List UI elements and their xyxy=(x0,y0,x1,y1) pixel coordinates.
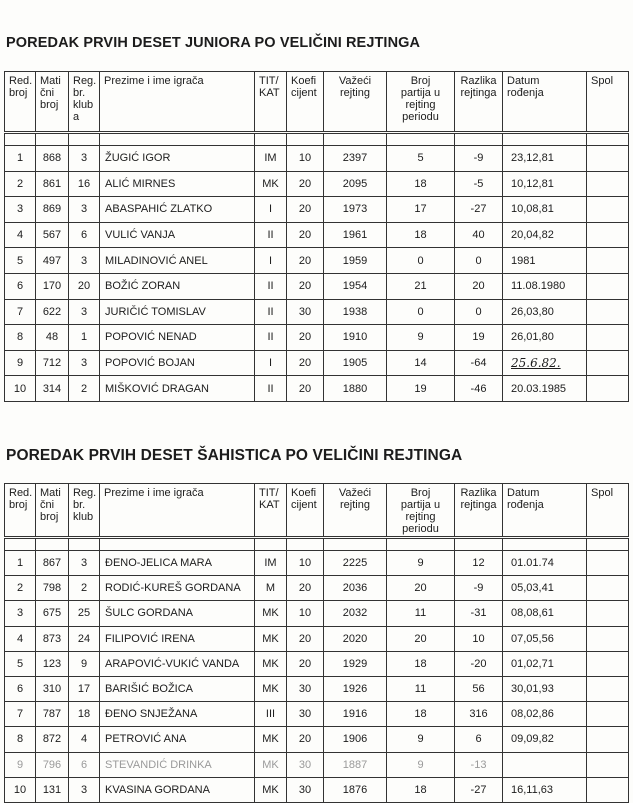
birth-date-cell: 23,12,81 xyxy=(503,146,587,172)
birth-date-cell: 09,09,82 xyxy=(503,727,587,752)
rank-cell: 10 xyxy=(5,376,36,402)
registration-number-cell: 798 xyxy=(36,576,69,601)
gender-cell xyxy=(587,551,629,576)
club-number-cell: 6 xyxy=(69,222,100,248)
games-in-period-cell: 20 xyxy=(387,626,455,651)
birth-date-cell: 08,02,86 xyxy=(503,702,587,727)
header-coefficient: Koefi cijent xyxy=(287,484,324,538)
birth-date-cell: 01.01.74 xyxy=(503,551,587,576)
header-games-in-period: Broj partija u rejting periodu xyxy=(387,72,455,133)
games-in-period-cell: 18 xyxy=(387,171,455,197)
gender-cell xyxy=(587,651,629,676)
birth-date-cell: 10,12,81 xyxy=(503,171,587,197)
header-current-rating: Važeći rejting xyxy=(324,484,387,538)
rank-cell: 7 xyxy=(5,702,36,727)
rating-difference-cell: -13 xyxy=(455,752,503,777)
registration-number-cell: 675 xyxy=(36,601,69,626)
registration-number-cell: 622 xyxy=(36,299,69,325)
rank-cell: 9 xyxy=(5,350,36,376)
coefficient-cell: 20 xyxy=(287,651,324,676)
header-registration-number: Mati čni broj xyxy=(36,484,69,538)
gender-cell xyxy=(587,171,629,197)
player-name-cell: ARAPOVIĆ-VUKIĆ VANDA xyxy=(100,651,255,676)
gender-cell xyxy=(587,777,629,802)
registration-number-cell: 567 xyxy=(36,222,69,248)
games-in-period-cell: 18 xyxy=(387,777,455,802)
table-row xyxy=(5,325,629,351)
club-number-cell: 3 xyxy=(69,350,100,376)
rating-difference-cell: -31 xyxy=(455,601,503,626)
header-rank: Red. broj xyxy=(5,484,36,538)
club-number-cell: 16 xyxy=(69,171,100,197)
player-name-cell: ALIĆ MIRNES xyxy=(100,171,255,197)
current-rating-cell: 1905 xyxy=(324,350,387,376)
gender-cell xyxy=(587,350,629,376)
club-number-cell: 6 xyxy=(69,752,100,777)
player-name-cell: POPOVIĆ NENAD xyxy=(100,325,255,351)
birth-date-cell: 01,02,71 xyxy=(503,651,587,676)
club-number-cell: 2 xyxy=(69,376,100,402)
table-row xyxy=(5,222,629,248)
title-category-cell: MK xyxy=(255,676,287,701)
registration-number-cell: 170 xyxy=(36,273,69,299)
title-category-cell: I xyxy=(255,350,287,376)
rating-difference-cell: 19 xyxy=(455,325,503,351)
gender-cell xyxy=(587,146,629,172)
player-name-cell: MIŠKOVIĆ DRAGAN xyxy=(100,376,255,402)
header-club-number: Reg. br. klub xyxy=(69,484,100,538)
current-rating-cell: 1973 xyxy=(324,197,387,223)
spacer-cell xyxy=(69,133,100,146)
birth-date-cell: 20,04,82 xyxy=(503,222,587,248)
current-rating-cell: 2225 xyxy=(324,551,387,576)
club-number-cell: 18 xyxy=(69,702,100,727)
table-row xyxy=(5,752,629,777)
spacer-cell xyxy=(5,538,36,551)
player-name-cell: ĐENO-JELICA MARA xyxy=(100,551,255,576)
title-category-cell: MK xyxy=(255,777,287,802)
current-rating-cell: 1906 xyxy=(324,727,387,752)
rating-difference-cell: 0 xyxy=(455,248,503,274)
club-number-cell: 3 xyxy=(69,248,100,274)
rank-cell: 8 xyxy=(5,727,36,752)
women-rating-table xyxy=(4,483,629,803)
coefficient-cell: 30 xyxy=(287,777,324,802)
table-row xyxy=(5,651,629,676)
games-in-period-cell: 9 xyxy=(387,325,455,351)
title-category-cell: MK xyxy=(255,626,287,651)
header-coefficient: Koefi cijent xyxy=(287,72,324,133)
table-row xyxy=(5,777,629,802)
rank-cell: 6 xyxy=(5,676,36,701)
title-category-cell: III xyxy=(255,702,287,727)
header-spacer-row xyxy=(5,133,629,146)
coefficient-cell: 20 xyxy=(287,376,324,402)
spacer-cell xyxy=(5,133,36,146)
table-row xyxy=(5,727,629,752)
table-row xyxy=(5,376,629,402)
coefficient-cell: 20 xyxy=(287,197,324,223)
birth-date-cell: 11.08.1980 xyxy=(503,273,587,299)
current-rating-cell: 1954 xyxy=(324,273,387,299)
player-name-cell: ŽUGIĆ IGOR xyxy=(100,146,255,172)
spacer-cell xyxy=(287,538,324,551)
birth-date-cell: 08,08,61 xyxy=(503,601,587,626)
spacer-cell xyxy=(587,133,629,146)
table-row xyxy=(5,601,629,626)
rating-difference-cell: -9 xyxy=(455,146,503,172)
rank-cell: 4 xyxy=(5,222,36,248)
gender-cell xyxy=(587,248,629,274)
header-gender: Spol xyxy=(587,484,629,538)
birth-date-cell: 26,01,80 xyxy=(503,325,587,351)
current-rating-cell: 2397 xyxy=(324,146,387,172)
rank-cell: 6 xyxy=(5,273,36,299)
coefficient-cell: 20 xyxy=(287,171,324,197)
player-name-cell: ŠULC GORDANA xyxy=(100,601,255,626)
birth-date-cell: 26,03,80 xyxy=(503,299,587,325)
title-category-cell: II xyxy=(255,376,287,402)
title-category-cell: MK xyxy=(255,752,287,777)
rating-difference-cell: 40 xyxy=(455,222,503,248)
registration-number-cell: 872 xyxy=(36,727,69,752)
table-row xyxy=(5,273,629,299)
birth-date-cell: 16,11,63 xyxy=(503,777,587,802)
club-number-cell: 3 xyxy=(69,777,100,802)
title-category-cell: I xyxy=(255,248,287,274)
spacer-cell xyxy=(324,133,387,146)
spacer-cell xyxy=(255,133,287,146)
title-category-cell: II xyxy=(255,222,287,248)
header-rating-difference: Razlika rejtinga xyxy=(455,484,503,538)
spacer-cell xyxy=(100,133,255,146)
table-row xyxy=(5,551,629,576)
coefficient-cell: 20 xyxy=(287,626,324,651)
games-in-period-cell: 20 xyxy=(387,576,455,601)
current-rating-cell: 1959 xyxy=(324,248,387,274)
header-registration-number: Mati čni broj xyxy=(36,72,69,133)
table-row xyxy=(5,299,629,325)
header-rank: Red. broj xyxy=(5,72,36,133)
current-rating-cell: 2095 xyxy=(324,171,387,197)
spacer-cell xyxy=(455,133,503,146)
header-rating-difference: Razlika rejtinga xyxy=(455,72,503,133)
header-gender: Spol xyxy=(587,72,629,133)
rank-cell: 1 xyxy=(5,551,36,576)
games-in-period-cell: 0 xyxy=(387,299,455,325)
player-name-cell: BARIŠIĆ BOŽICA xyxy=(100,676,255,701)
current-rating-cell: 1910 xyxy=(324,325,387,351)
table-row xyxy=(5,350,629,376)
gender-cell xyxy=(587,702,629,727)
coefficient-cell: 30 xyxy=(287,676,324,701)
coefficient-cell: 20 xyxy=(287,350,324,376)
club-number-cell: 9 xyxy=(69,651,100,676)
header-title-category: TIT/ KAT xyxy=(255,484,287,538)
games-in-period-cell: 14 xyxy=(387,350,455,376)
coefficient-cell: 20 xyxy=(287,576,324,601)
rank-cell: 10 xyxy=(5,777,36,802)
games-in-period-cell: 21 xyxy=(387,273,455,299)
rating-difference-cell: -27 xyxy=(455,777,503,802)
spacer-cell xyxy=(287,133,324,146)
table-row xyxy=(5,676,629,701)
spacer-cell xyxy=(387,133,455,146)
spacer-cell xyxy=(387,538,455,551)
rank-cell: 8 xyxy=(5,325,36,351)
gender-cell xyxy=(587,576,629,601)
rank-cell: 7 xyxy=(5,299,36,325)
current-rating-cell: 1938 xyxy=(324,299,387,325)
player-name-cell: ABASPAHIĆ ZLATKO xyxy=(100,197,255,223)
title-category-cell: II xyxy=(255,299,287,325)
registration-number-cell: 796 xyxy=(36,752,69,777)
club-number-cell: 3 xyxy=(69,197,100,223)
rank-cell: 2 xyxy=(5,576,36,601)
player-name-cell: STEVANDIĆ DRINKA xyxy=(100,752,255,777)
coefficient-cell: 20 xyxy=(287,222,324,248)
header-birth-date: Datum rođenja xyxy=(503,72,587,133)
rank-cell: 5 xyxy=(5,651,36,676)
club-number-cell: 2 xyxy=(69,576,100,601)
gender-cell xyxy=(587,676,629,701)
coefficient-cell: 30 xyxy=(287,752,324,777)
title-category-cell: MK xyxy=(255,727,287,752)
rank-cell: 3 xyxy=(5,197,36,223)
current-rating-cell: 2032 xyxy=(324,601,387,626)
registration-number-cell: 48 xyxy=(36,325,69,351)
player-name-cell: RODIĆ-KUREŠ GORDANA xyxy=(100,576,255,601)
birth-date-cell xyxy=(503,752,587,777)
title-category-cell: IM xyxy=(255,146,287,172)
gender-cell xyxy=(587,752,629,777)
birth-date-cell: 20.03.1985 xyxy=(503,376,587,402)
title-category-cell: MK xyxy=(255,651,287,676)
birth-date-cell: 07,05,56 xyxy=(503,626,587,651)
games-in-period-cell: 18 xyxy=(387,651,455,676)
player-name-cell: BOŽIĆ ZORAN xyxy=(100,273,255,299)
title-category-cell: I xyxy=(255,197,287,223)
header-games-in-period: Broj partija u rejting periodu xyxy=(387,484,455,538)
table-row xyxy=(5,248,629,274)
coefficient-cell: 20 xyxy=(287,248,324,274)
rating-difference-cell: -64 xyxy=(455,350,503,376)
title-category-cell: MK xyxy=(255,171,287,197)
spacer-cell xyxy=(36,133,69,146)
gender-cell xyxy=(587,299,629,325)
registration-number-cell: 873 xyxy=(36,626,69,651)
table-row xyxy=(5,146,629,172)
table-row xyxy=(5,702,629,727)
birth-date-cell: 25.6.82. xyxy=(503,350,587,376)
rating-difference-cell: 0 xyxy=(455,299,503,325)
gender-cell xyxy=(587,727,629,752)
coefficient-cell: 20 xyxy=(287,325,324,351)
header-player-name: Prezime i ime igrača xyxy=(100,484,255,538)
games-in-period-cell: 18 xyxy=(387,702,455,727)
coefficient-cell: 10 xyxy=(287,146,324,172)
rank-cell: 9 xyxy=(5,752,36,777)
player-name-cell: MILADINOVIĆ ANEL xyxy=(100,248,255,274)
current-rating-cell: 1929 xyxy=(324,651,387,676)
player-name-cell: PETROVIĆ ANA xyxy=(100,727,255,752)
club-number-cell: 25 xyxy=(69,601,100,626)
juniors-rating-table xyxy=(4,71,629,402)
header-spacer-row xyxy=(5,538,629,551)
current-rating-cell: 1926 xyxy=(324,676,387,701)
rating-difference-cell: 10 xyxy=(455,626,503,651)
registration-number-cell: 787 xyxy=(36,702,69,727)
birth-date-cell: 30,01,93 xyxy=(503,676,587,701)
spacer-cell xyxy=(36,538,69,551)
title-category-cell: M xyxy=(255,576,287,601)
player-name-cell: POPOVIĆ BOJAN xyxy=(100,350,255,376)
birth-date-cell: 05,03,41 xyxy=(503,576,587,601)
header-current-rating: Važeći rejting xyxy=(324,72,387,133)
current-rating-cell: 1880 xyxy=(324,376,387,402)
rating-difference-cell: 316 xyxy=(455,702,503,727)
games-in-period-cell: 9 xyxy=(387,727,455,752)
club-number-cell: 1 xyxy=(69,325,100,351)
games-in-period-cell: 9 xyxy=(387,752,455,777)
club-number-cell: 3 xyxy=(69,146,100,172)
spacer-cell xyxy=(587,538,629,551)
juniors-table-title: POREDAK PRVIH DESET JUNIORA PO VELIČINI REJTINGA xyxy=(6,35,421,51)
rank-cell: 4 xyxy=(5,626,36,651)
gender-cell xyxy=(587,273,629,299)
rating-difference-cell: 12 xyxy=(455,551,503,576)
table-row xyxy=(5,197,629,223)
current-rating-cell: 1887 xyxy=(324,752,387,777)
title-category-cell: IM xyxy=(255,551,287,576)
table-row xyxy=(5,576,629,601)
women-table-title: POREDAK PRVIH DESET ŠAHISTICA PO VELIČINI REJTINGA xyxy=(6,447,463,464)
current-rating-cell: 1876 xyxy=(324,777,387,802)
games-in-period-cell: 11 xyxy=(387,676,455,701)
coefficient-cell: 30 xyxy=(287,702,324,727)
registration-number-cell: 131 xyxy=(36,777,69,802)
rating-difference-cell: 20 xyxy=(455,273,503,299)
player-name-cell: VULIĆ VANJA xyxy=(100,222,255,248)
rank-cell: 1 xyxy=(5,146,36,172)
gender-cell xyxy=(587,197,629,223)
rating-difference-cell: -20 xyxy=(455,651,503,676)
header-player-name: Prezime i ime igrača xyxy=(100,72,255,133)
registration-number-cell: 712 xyxy=(36,350,69,376)
coefficient-cell: 20 xyxy=(287,727,324,752)
coefficient-cell: 10 xyxy=(287,601,324,626)
club-number-cell: 24 xyxy=(69,626,100,651)
spacer-cell xyxy=(324,538,387,551)
club-number-cell: 20 xyxy=(69,273,100,299)
table-row xyxy=(5,626,629,651)
games-in-period-cell: 19 xyxy=(387,376,455,402)
registration-number-cell: 310 xyxy=(36,676,69,701)
current-rating-cell: 1961 xyxy=(324,222,387,248)
gender-cell xyxy=(587,626,629,651)
gender-cell xyxy=(587,601,629,626)
current-rating-cell: 1916 xyxy=(324,702,387,727)
registration-number-cell: 867 xyxy=(36,551,69,576)
rating-difference-cell: 56 xyxy=(455,676,503,701)
player-name-cell: KVASINA GORDANA xyxy=(100,777,255,802)
rating-difference-cell: 6 xyxy=(455,727,503,752)
coefficient-cell: 30 xyxy=(287,299,324,325)
registration-number-cell: 869 xyxy=(36,197,69,223)
club-number-cell: 17 xyxy=(69,676,100,701)
coefficient-cell: 10 xyxy=(287,551,324,576)
header-club-number: Reg. br. klub a xyxy=(69,72,100,133)
rating-difference-cell: -5 xyxy=(455,171,503,197)
player-name-cell: ĐENO SNJEŽANA xyxy=(100,702,255,727)
spacer-cell xyxy=(255,538,287,551)
club-number-cell: 4 xyxy=(69,727,100,752)
rating-difference-cell: -9 xyxy=(455,576,503,601)
spacer-cell xyxy=(455,538,503,551)
title-category-cell: MK xyxy=(255,601,287,626)
games-in-period-cell: 9 xyxy=(387,551,455,576)
registration-number-cell: 868 xyxy=(36,146,69,172)
rank-cell: 2 xyxy=(5,171,36,197)
birth-date-cell: 10,08,81 xyxy=(503,197,587,223)
player-name-cell: JURIČIĆ TOMISLAV xyxy=(100,299,255,325)
registration-number-cell: 497 xyxy=(36,248,69,274)
title-category-cell: II xyxy=(255,273,287,299)
birth-date-cell: 1981 xyxy=(503,248,587,274)
header-title-category: TIT/ KAT xyxy=(255,72,287,133)
current-rating-cell: 2036 xyxy=(324,576,387,601)
games-in-period-cell: 11 xyxy=(387,601,455,626)
club-number-cell: 3 xyxy=(69,299,100,325)
table-row xyxy=(5,171,629,197)
registration-number-cell: 123 xyxy=(36,651,69,676)
gender-cell xyxy=(587,325,629,351)
spacer-cell xyxy=(503,133,587,146)
title-category-cell: II xyxy=(255,325,287,351)
gender-cell xyxy=(587,376,629,402)
games-in-period-cell: 17 xyxy=(387,197,455,223)
games-in-period-cell: 0 xyxy=(387,248,455,274)
spacer-cell xyxy=(100,538,255,551)
games-in-period-cell: 5 xyxy=(387,146,455,172)
rating-difference-cell: -46 xyxy=(455,376,503,402)
coefficient-cell: 20 xyxy=(287,273,324,299)
games-in-period-cell: 18 xyxy=(387,222,455,248)
gender-cell xyxy=(587,222,629,248)
spacer-cell xyxy=(69,538,100,551)
player-name-cell: FILIPOVIĆ IRENA xyxy=(100,626,255,651)
current-rating-cell: 2020 xyxy=(324,626,387,651)
registration-number-cell: 314 xyxy=(36,376,69,402)
header-birth-date: Datum rođenja xyxy=(503,484,587,538)
registration-number-cell: 861 xyxy=(36,171,69,197)
rank-cell: 3 xyxy=(5,601,36,626)
rating-difference-cell: -27 xyxy=(455,197,503,223)
club-number-cell: 3 xyxy=(69,551,100,576)
spacer-cell xyxy=(503,538,587,551)
rank-cell: 5 xyxy=(5,248,36,274)
